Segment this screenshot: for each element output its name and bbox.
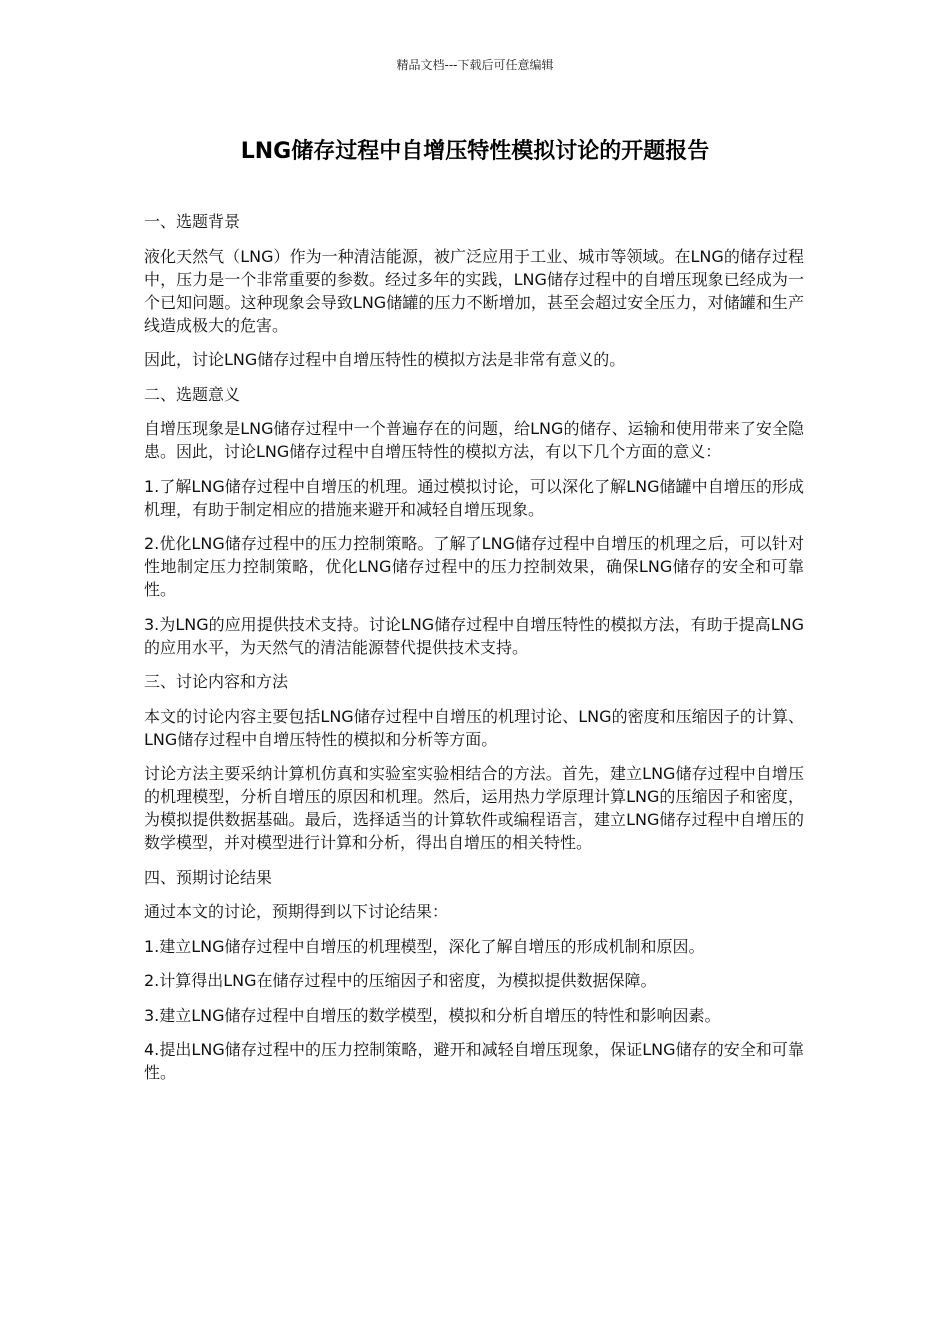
list-item: 2.计算得出LNG在储存过程中的压缩因子和密度，为模拟提供数据保障。 [144,971,657,990]
list-item: 1.了解LNG储存过程中自增压的机理。通过模拟讨论，可以深化了解LNG储罐中自增压的形成机理，有助于制定相应的措施来避开和减轻自增压现象。 [144,476,804,519]
paragraph: 讨论方法主要采纳计算机仿真和实验室实验相结合的方法。首先，建立LNG储存过程中自增压的机理模型，分析自增压的原因和机理。然后，运用热力学原理计算LNG的压缩因子和密度，为模拟提供数据基础。最后，选择适当的计算软件或编程语言，建立LNG储存过程中自增压的数学模型，并对模型进行计算和分析，得出自增压的相关特性。 [144,764,804,852]
document-body [144,210,804,1096]
paragraph: 本文的讨论内容主要包括LNG储存过程中自增压的机理讨论、LNG的密度和压缩因子的计算、LNG储存过程中自增压特性的模拟和分析等方面。 [144,706,804,749]
list-item: 1.建立LNG储存过程中自增压的机理模型，深化了解自增压的形成机制和原因。 [144,936,705,956]
paragraph: 因此，讨论LNG储存过程中自增压特性的模拟方法是非常有意义的。 [144,350,626,369]
list-item: 4.提出LNG储存过程中的压力控制策略，避开和减轻自增压现象，保证LNG储存的安全和可靠性。 [144,1040,804,1082]
document-title: LNG储存过程中自增压特性模拟讨论的开题报告 [240,139,710,164]
page-header: 精品文档---下载后可任意编辑 [396,58,554,72]
list-item: 2.优化LNG储存过程中的压力控制策略。了解了LNG储存过程中自增压的机理之后，可以针对性地制定压力控制策略，优化LNG储存过程中的压力控制效果，确保LNG储存的安全和可靠性。 [144,534,804,599]
section-heading-content-methods: 三、讨论内容和方法 [144,672,289,691]
paragraph: 液化天然气（LNG）作为一种清洁能源，被广泛应用于工业、城市等领域。在LNG的储存过程中，压力是一个非常重要的参数。经过多年的实践，LNG储存过程中的自增压现象已经成为一个已知问题。这种现象会导致LNG储罐的压力不断增加，甚至会超过安全压力，对储罐和生产线造成极大的危害。 [144,246,804,335]
section-heading-significance: 二、选题意义 [144,384,241,404]
paragraph: 自增压现象是LNG储存过程中一个普遍存在的问题，给LNG的储存、运输和使用带来了安全隐患。因此，讨论LNG储存过程中自增压特性的模拟方法，有以下几个方面的意义： [144,419,804,461]
section-heading-expected-results: 四、预期讨论结果 [144,867,273,887]
list-item: 3.建立LNG储存过程中自增压的数学模型，模拟和分析自增压的特性和影响因素。 [144,1005,721,1025]
section-heading-background: 一、选题背景 [144,212,241,231]
list-item: 3.为LNG的应用提供技术支持。讨论LNG储存过程中自增压特性的模拟方法，有助于提高LNG的应用水平，为天然气的清洁能源替代提供技术支持。 [144,614,804,657]
paragraph: 通过本文的讨论，预期得到以下讨论结果： [144,902,449,921]
